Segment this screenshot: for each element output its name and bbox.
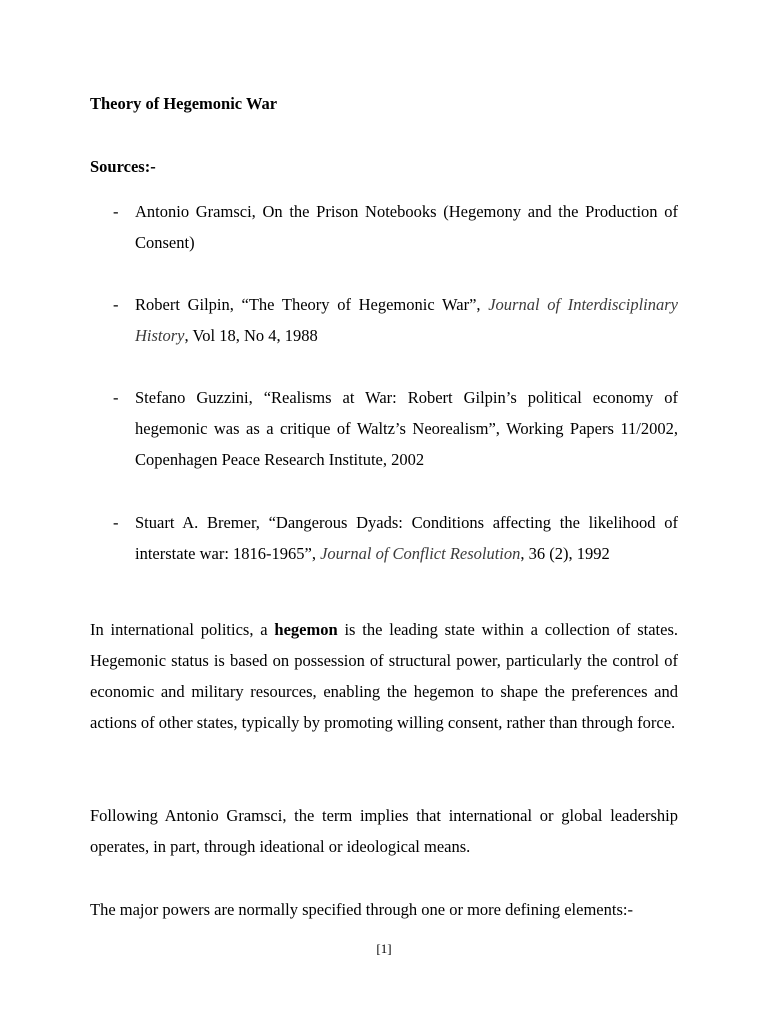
paragraph-text: is the leading state within a collection of states. Hegemonic status is based on possession of structural power, particularly the control of economic and military resources, enabling the hegemon to shape the preferences and actions of other states, typically by promoting willing consent, rather than through force. [90,620,678,732]
source-item [90,507,678,569]
body-paragraph: Following Antonio Gramsci, the term implies that international or global leadership operates, in part, through ideational or ideological means. [90,806,678,856]
body-paragraph [90,614,678,738]
source-text [135,289,678,351]
journal-title: Journal of Conflict Resolution [320,544,521,563]
source-text-plain: Robert Gilpin, “The Theory of Hegemonic War”, [135,295,489,314]
source-text: Antonio Gramsci, On the Prison Notebooks (Hegemony and the Production of Consent) [135,202,678,252]
body-paragraph: The major powers are normally specified through one or more defining elements:- [90,900,633,919]
bullet-dash: - [113,513,119,532]
source-item [90,382,678,475]
source-text [135,507,678,569]
paragraph-text: In international politics, a [90,620,275,639]
source-item [90,289,678,351]
bullet-dash: - [113,388,119,407]
source-text-plain: , 36 (2), 1992 [520,544,610,563]
sources-heading: Sources:- [90,157,156,176]
bullet-dash: - [113,202,119,221]
source-text-plain: , Vol 18, No 4, 1988 [184,326,318,345]
source-item [90,196,678,258]
page-number: [1] [376,941,392,956]
bold-term: hegemon [274,620,338,639]
journal-title: Journal of Interdisciplinary History [135,295,679,345]
source-text-plain: Stuart A. Bremer, “Dangerous Dyads: Conditions affecting the likelihood of interstate war: 1816-1965”, [135,513,678,563]
bullet-dash: - [113,295,119,314]
source-text: Stefano Guzzini, “Realisms at War: Robert Gilpin’s political economy of hegemonic was as a critique of Waltz’s Neorealism”, Working Papers 11/2002, Copenhagen Peace Research Institute, 2002 [135,388,678,469]
document-title: Theory of Hegemonic War [90,94,278,113]
